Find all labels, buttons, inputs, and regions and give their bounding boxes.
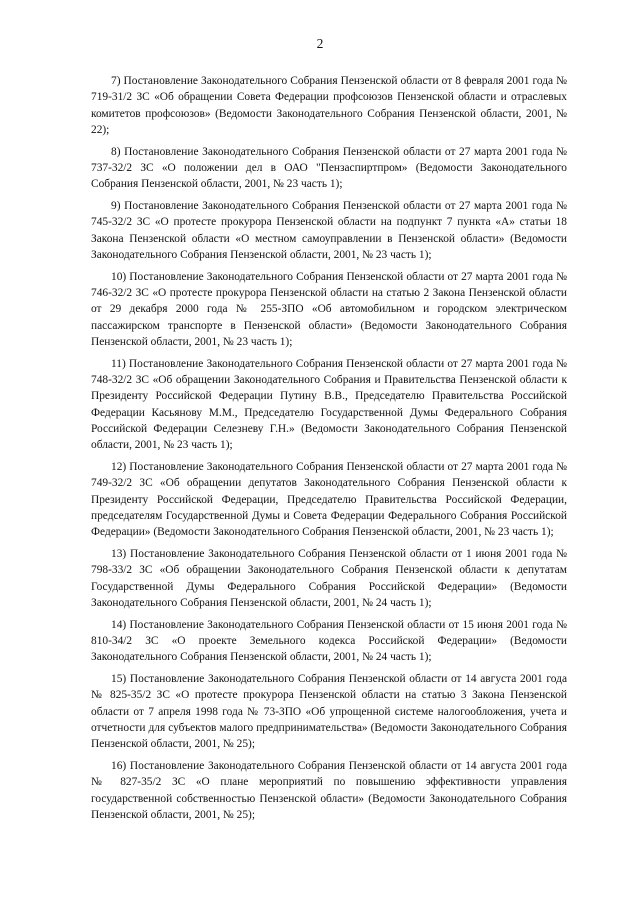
- list-item-10: 10) Постановление Законодательного Собрания Пензенской области от 27 марта 2001 года № 746-32/2 ЗС «О протесте прокурора Пензенской области на статью 2 Закона Пензенской области от 29 декабря 2000 года № 255-ЗПО «Об автомобильном и городском электрическом пассажирском транспорте в Пензенской области» (Ведомости Законодательного Собрания Пензенской области, 2001, № 23 часть 1);: [91, 270, 567, 348]
- page-number: 2: [316, 36, 324, 51]
- list-item-11: 11) Постановление Законодательного Собрания Пензенской области от 27 марта 2001 года № 748-32/2 ЗС «Об обращении Законодательного Собрания и Правительства Пензенской области к Президенту Российской Федерации Путину В.В., Председателю Правительства Российской Федерации Касьянову М.М., Председателю Государственной Думы Федерального Собрания Российской Федерации Селезневу Г.Н.» (Ведомости Законодательного Собрания Пензенской области, 2001, № 23 часть 1);: [91, 357, 567, 452]
- list-item-14: 14) Постановление Законодательного Собрания Пензенской области от 15 июня 2001 года № 810-34/2 ЗС «О проекте Земельного кодекса Российской Федерации» (Ведомости Законодательного Собрания Пензенской области, 2001, № 24 часть 1);: [91, 618, 567, 664]
- list-item-13: 13) Постановление Законодательного Собрания Пензенской области от 1 июня 2001 года № 798-33/2 ЗС «Об обращении Законодательного Собрания Пензенской области к депутатам Государственной Думы Федерального Собрания Российской Федерации» (Ведомости Законодательного Собрания Пензенской области, 2001, № 24 часть 1);: [91, 548, 567, 609]
- list-item-8: 8) Постановление Законодательного Собрания Пензенской области от 27 марта 2001 года № 737-32/2 ЗС «О положении дел в ОАО "Пензаспиртпром» (Ведомости Законодательного Собрания Пензенской области, 2001, № 23 часть 1);: [91, 145, 567, 191]
- list-item-16: 16) Постановление Законодательного Собрания Пензенской области от 14 августа 2001 года № 827-35/2 ЗС «О плане мероприятий по повышению эффективности управления государственной собственностью Пензенской области» (Ведомости Законодательного Собрания Пензенской области, 2001, № 25);: [91, 760, 567, 821]
- list-item-15: 15) Постановление Законодательного Собрания Пензенской области от 14 августа 2001 года № 825-35/2 ЗС «О протесте прокурора Пензенской области на статью 3 Закона Пензенской области от 7 апреля 1998 года № 73-ЗПО «Об упрощенной системе налогообложения, учета и отчетности для субъектов малого предпринимательства» (Ведомости Законодательного Собрания Пензенской области, 2001, № 25);: [91, 673, 567, 751]
- list-item-12: 12) Постановление Законодательного Собрания Пензенской области от 27 марта 2001 года № 749-32/2 ЗС «Об обращении депутатов Законодательного Собрания Пензенской области к Президенту Российской Федерации, Председателю Правительства Российской Федерации, председателям Государственной Думы и Совета Федерации Федерального Собрания Российской Федерации» (Ведомости Законодательного Собрания Пензенской области, 2001, № 23 часть 1);: [91, 461, 567, 539]
- document-body: [91, 73, 567, 829]
- list-item-7: 7) Постановление Законодательного Собрания Пензенской области от 8 февраля 2001 года № 719-31/2 ЗС «Об обращении Совета Федерации профсоюзов Пензенской области и отраслевых комитетов профсоюзов» (Ведомости Законодательного Собрания Пензенской области, 2001, № 22);: [91, 75, 567, 136]
- list-item-9: 9) Постановление Законодательного Собрания Пензенской области от 27 марта 2001 года № 745-32/2 ЗС «О протесте прокурора Пензенской области на подпункт 7 пункта «А» статьи 18 Закона Пензенской области «О местном самоуправлении в Пензенской области» (Ведомости Законодательного Собрания Пензенской области, 2001, № 23 часть 1);: [91, 200, 567, 261]
